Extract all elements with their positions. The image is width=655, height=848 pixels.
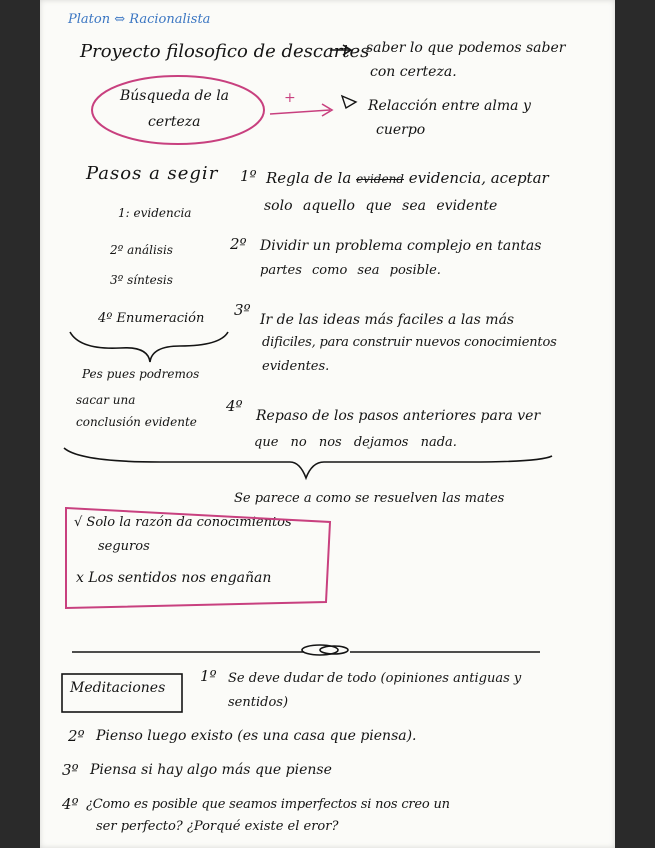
- left-list-item-1: 1: evidencia: [118, 206, 192, 220]
- rule-1-line1: [266, 170, 549, 187]
- relation-line1: Relacción entre alma y: [368, 98, 531, 114]
- proyecto-goal-line2: con certeza.: [370, 64, 457, 80]
- rule-3-number: 3º: [234, 301, 251, 319]
- rule-2-line2: partes como sea posible.: [260, 263, 441, 278]
- page-title: Platon ⇔ Racionalista: [68, 12, 211, 27]
- rule-4-number: 4º: [226, 397, 243, 415]
- proyecto-label: Proyecto filosofico de descartes: [80, 41, 370, 62]
- med-3-line1: Piensa si hay algo más que piense: [90, 762, 332, 778]
- relation-line2: cuerpo: [376, 122, 426, 138]
- rule-1-prefix: Regla de la: [266, 169, 352, 187]
- med-4-line2: ser perfecto? ¿Porqué existe el eror?: [96, 819, 339, 834]
- conclusion-line1: Pes pues podremos: [82, 367, 200, 381]
- rule-2-line1: Dividir un problema complejo en tantas: [260, 238, 542, 254]
- box-line3: x Los sentidos nos engañan: [76, 570, 272, 586]
- rule-3-line1: Ir de las ideas más faciles a las más: [260, 312, 515, 328]
- brace-note: Se parece a como se resuelven las mates: [234, 491, 505, 506]
- box-line1: √ Solo la razón da conocimientos: [74, 515, 292, 530]
- med-4-number: 4º: [62, 795, 79, 813]
- left-list-item-3: 3º síntesis: [110, 273, 173, 287]
- rule-1-number: 1º: [240, 167, 257, 185]
- rule-3-line3: evidentes.: [262, 359, 330, 374]
- rule-4-line2: que no nos dejamos nada.: [254, 435, 457, 450]
- proyecto-goal-line1: saber lo que podemos saber: [366, 40, 566, 56]
- med-2-number: 2º: [68, 727, 85, 745]
- plus-sign: +: [284, 90, 296, 106]
- meditaciones-label: Meditaciones: [70, 680, 166, 696]
- pasos-heading: Pasos a segir: [86, 163, 219, 184]
- left-list-item-4: 4º Enumeración: [98, 311, 205, 326]
- conclusion-line3: conclusión evidente: [76, 415, 197, 429]
- rule-2-number: 2º: [230, 235, 247, 253]
- box-line2: seguros: [98, 539, 150, 554]
- med-1-line2: sentidos): [228, 695, 289, 710]
- oval-text-line1: Búsqueda de la: [120, 88, 230, 104]
- med-4-line1: ¿Como es posible que seamos imperfectos si nos creo un: [86, 797, 450, 812]
- conclusion-line2: sacar una: [76, 393, 136, 407]
- med-1-line1: Se deve dudar de todo (opiniones antiguas y: [228, 671, 522, 686]
- med-2-line1: Pienso luego existo (es una casa que piensa).: [96, 728, 417, 744]
- rule-1-suffix: evidencia, aceptar: [408, 169, 549, 187]
- rule-1-line2: solo aquello que sea evidente: [264, 198, 498, 214]
- rule-1-struck-word: evidend: [356, 172, 404, 186]
- med-3-number: 3º: [62, 761, 79, 779]
- oval-text-line2: certeza: [148, 114, 201, 130]
- left-list-item-2: 2º análisis: [110, 243, 173, 257]
- rule-4-line1: Repaso de los pasos anteriores para ver: [256, 408, 541, 424]
- med-1-number: 1º: [200, 667, 217, 685]
- rule-3-line2: dificiles, para construir nuevos conocimientos: [262, 335, 557, 350]
